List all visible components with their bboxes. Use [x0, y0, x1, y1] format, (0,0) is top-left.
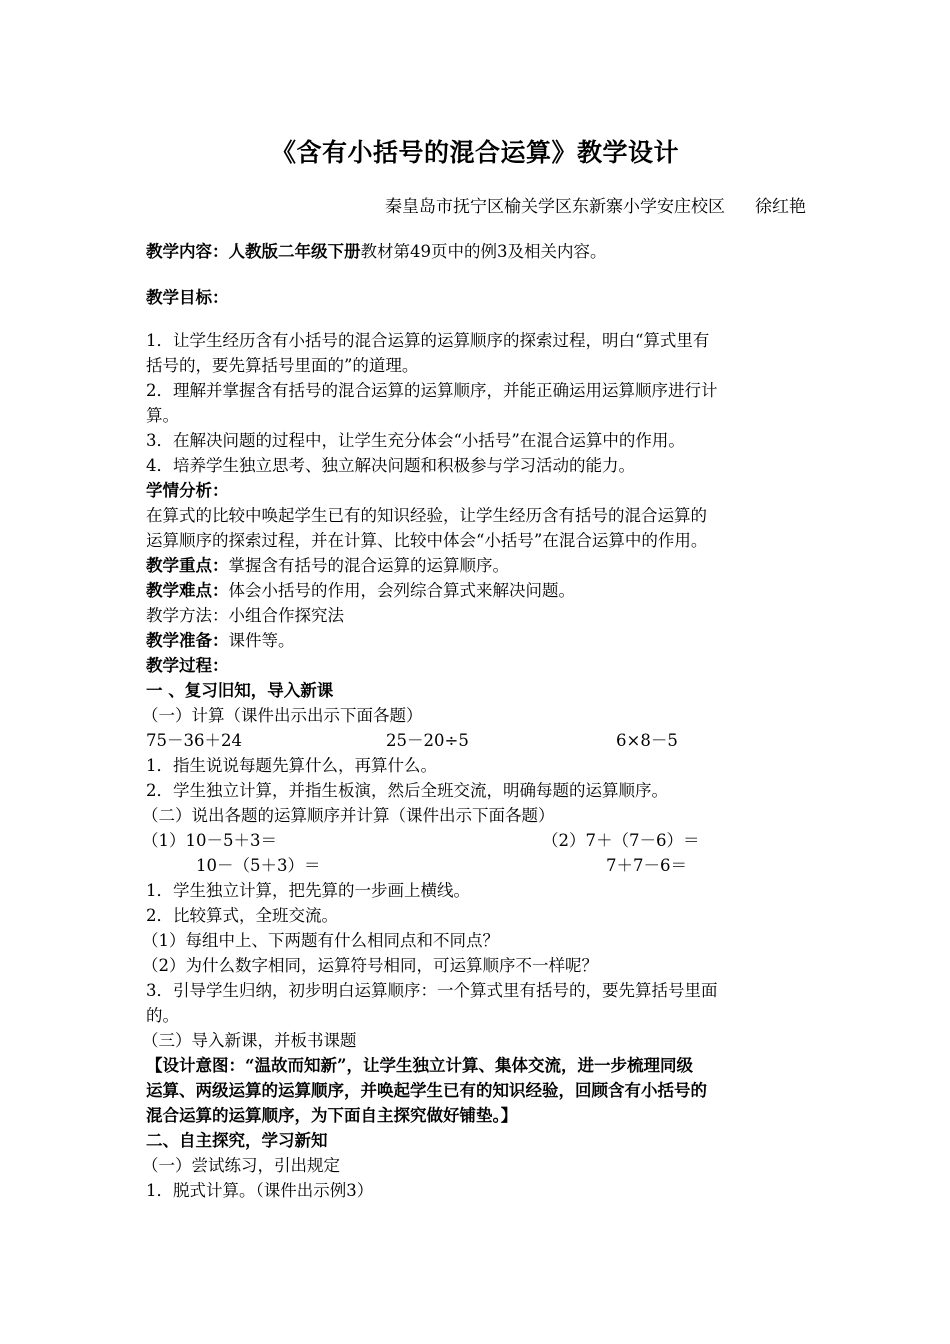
author-line — [385, 192, 806, 222]
step-line: 1．指生说说每题先算什么，再算什么。 — [146, 756, 437, 775]
preparation-text: 课件等。 — [228, 631, 295, 650]
difficulty-label: 教学难点： — [146, 581, 229, 600]
goals-heading: 教学目标： — [146, 288, 229, 307]
subsection-title: （一）尝试练习，引出规定 — [142, 1156, 340, 1175]
design-intent-line: 【设计意图：“温故而知新”，让学生独立计算、集体交流，进一步梳理同级 — [146, 1056, 693, 1075]
part2-title: 二、自主探究，学习新知 — [146, 1131, 328, 1150]
goal-line: 4．培养学生独立思考、独立解决问题和积极参与学习活动的能力。 — [146, 456, 635, 475]
preparation-label: 教学准备： — [146, 631, 229, 650]
goal-line: 括号的，要先算括号里面的”的道理。 — [146, 356, 419, 375]
step-line: （2）为什么数字相同，运算符号相同，可运算顺序不一样呢？ — [142, 956, 598, 975]
part1-title: 一 、复习旧知，导入新课 — [146, 681, 334, 700]
step-line: （1）每组中上、下两题有什么相同点和不同点？ — [142, 931, 499, 950]
calc-expression: 75－36＋24 — [146, 731, 242, 750]
step-line: 3．引导学生归纳，初步明白运算顺序：一个算式里有括号的，要先算括号里面 — [146, 981, 718, 1000]
teaching-content-label: 教学内容： — [146, 242, 229, 261]
step-line: 2．学生独立计算，并指生板演，然后全班交流，明确每题的运算顺序。 — [146, 781, 668, 800]
calc-expression: 25－20÷5 — [386, 731, 469, 750]
goal-line: 2．理解并掌握含有括号的混合运算的运算顺序，并能正确运用运算顺序进行计 — [146, 381, 718, 400]
key-point-label: 教学重点： — [146, 556, 229, 575]
goal-line: 算。 — [146, 406, 179, 425]
key-point-text: 掌握含有括号的混合运算的运算顺序。 — [228, 556, 509, 575]
author-name: 徐红艳 — [755, 197, 806, 217]
goal-line: 1．让学生经历含有小括号的混合运算的运算顺序的探索过程，明白“算式里有 — [146, 331, 710, 350]
document-title: 《含有小括号的混合运算》教学设计 — [270, 138, 679, 167]
expression-right: 7＋7－6＝ — [606, 856, 687, 875]
subsection-title: （三）导入新课，并板书课题 — [142, 1031, 357, 1050]
step-line: 的。 — [146, 1006, 179, 1025]
design-intent-line: 运算、两级运算的运算顺序，并唤起学生已有的知识经验，回顾含有小括号的 — [146, 1081, 707, 1100]
expression-left: （1）10－5＋3＝ — [142, 831, 277, 850]
teaching-content-text: 教材第49页中的例3及相关内容。 — [360, 242, 607, 261]
subsection-title: （一）计算（课件出示出示下面各题） — [142, 706, 423, 725]
analysis-heading: 学情分析： — [146, 481, 229, 500]
process-heading: 教学过程： — [146, 656, 229, 675]
preparation — [146, 628, 812, 653]
calc-row — [146, 728, 812, 753]
key-point — [146, 553, 812, 578]
expression-pair-row — [142, 828, 808, 853]
design-intent-line: 混合运算的运算顺序，为下面自主探究做好铺垫。】 — [146, 1106, 518, 1125]
analysis-line: 在算式的比较中唤起学生已有的知识经验，让学生经历含有括号的混合运算的 — [146, 506, 707, 525]
difficulty-text: 体会小括号的作用，会列综合算式来解决问题。 — [228, 581, 575, 600]
teaching-content — [146, 239, 812, 264]
author-school: 秦皇岛市抚宁区榆关学区东新寨小学安庄校区 — [385, 197, 725, 217]
goal-line: 3．在解决问题的过程中，让学生充分体会“小括号”在混合运算中的作用。 — [146, 431, 685, 450]
teaching-content-textbook: 人教版二年级下册 — [228, 242, 361, 261]
step-line: 2．比较算式，全班交流。 — [146, 906, 338, 925]
expression-left: 10－（5＋3）＝ — [196, 856, 321, 875]
subsection-title: （二）说出各题的运算顺序并计算（课件出示下面各题） — [142, 806, 555, 825]
calc-expression: 6×8－5 — [616, 731, 678, 750]
expression-right: （2）7＋（7－6）＝ — [542, 831, 700, 850]
difficulty — [146, 578, 812, 603]
teaching-method: 教学方法：小组合作探究法 — [146, 606, 344, 625]
step-line: 1．脱式计算。（课件出示例3） — [146, 1181, 374, 1200]
step-line: 1．学生独立计算，把先算的一步画上横线。 — [146, 881, 470, 900]
analysis-line: 运算顺序的探索过程，并在计算、比较中体会“小括号”在混合运算中的作用。 — [146, 531, 708, 550]
